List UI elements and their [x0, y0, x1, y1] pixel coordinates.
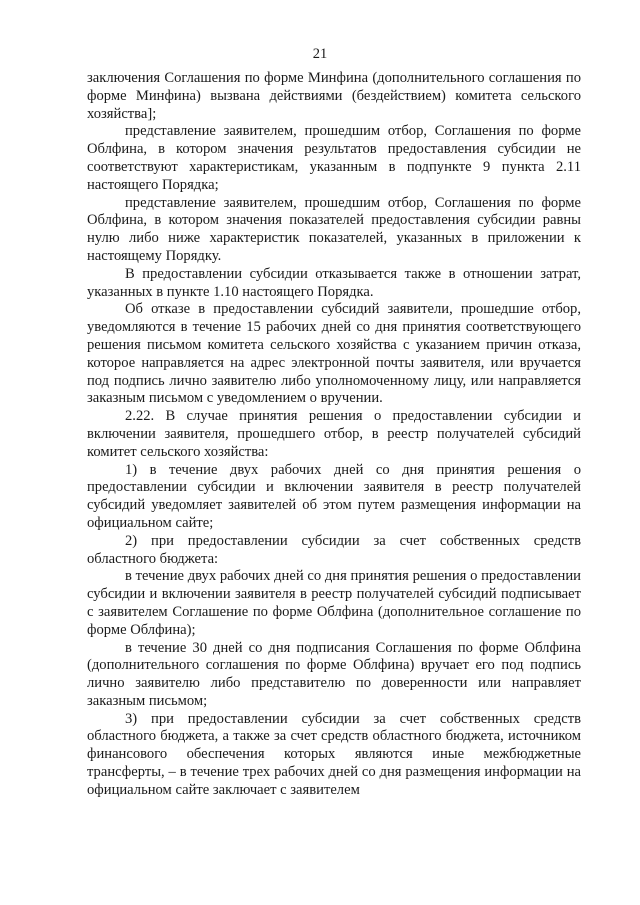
paragraph: Об отказе в предоставлении субсидий заявители, прошедшие отбор, уведомляются в течение 15 рабочих дней со дня принятия соответствующего решения письмом комитета сельского хозяйства с указанием причин отказа, которое направляется на адрес электронной почты заявителя, или вручается под подпись лично заявителю либо уполномоченному лицу, или направляется заказным письмом с уведомлением о вручении.	[87, 301, 581, 407]
paragraph: в течение 30 дней со дня подписания Соглашения по форме Облфина (дополнительного соглашения по форме Облфина) вручает его под подпись лично заявителю либо представителю по доверенности или направляет заказным письмом;	[87, 639, 581, 709]
paragraph: 2) при предоставлении субсидии за счет собственных средств областного бюджета:	[87, 532, 581, 567]
paragraph: 3) при предоставлении субсидии за счет собственных средств областного бюджета, а также за счет средств областного бюджета, источником финансового обеспечения которых являются иные межбюджетные трансферты, – в течение трех рабочих дней со дня размещения информации на официальном сайте заключает с заявителем	[87, 710, 581, 798]
page-number: 21	[312, 46, 328, 62]
paragraph: В предоставлении субсидии отказывается также в отношении затрат, указанных в пункте 1.10 настоящего Порядка.	[87, 265, 581, 300]
paragraph: в течение двух рабочих дней со дня принятия решения о предоставлении субсидии и включении заявителя в реестр получателей субсидий подписывает с заявителем Соглашение по форме Облфина (дополнительное соглашение по форме Облфина);	[87, 568, 581, 638]
paragraph: представление заявителем, прошедшим отбор, Соглашения по форме Облфина, в котором значения результатов предоставления субсидии не соответствуют характеристикам, указанным в подпункте 9 пункта 2.11 настоящего Порядка;	[87, 123, 581, 193]
paragraph: заключения Соглашения по форме Минфина (дополнительного соглашения по форме Минфина) вызвана действиями (бездействием) комитета сельского хозяйства];	[87, 70, 581, 122]
paragraph: 1) в течение двух рабочих дней со дня принятия решения о предоставлении субсидии и включении заявителя в реестр получателей субсидий уведомляет заявителей об этом путем размещения информации на официальном сайте;	[87, 461, 581, 531]
paragraph: представление заявителем, прошедшим отбор, Соглашения по форме Облфина, в котором значения показателей предоставления субсидии равны нулю либо ниже характеристик показателей, указанных в приложении к настоящему Порядку.	[87, 194, 581, 264]
paragraph: 2.22. В случае принятия решения о предоставлении субсидии и включении заявителя, прошедшего отбор, в реестр получателей субсидий комитет сельского хозяйства:	[87, 408, 581, 460]
document-body	[87, 70, 581, 800]
